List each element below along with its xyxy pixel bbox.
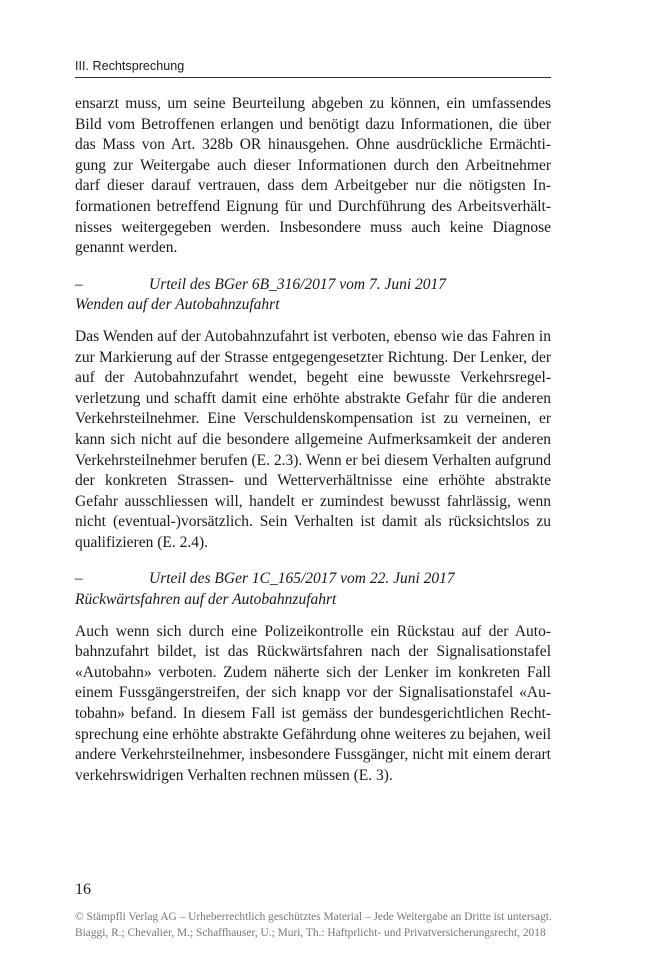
page-content bbox=[75, 94, 551, 786]
copyright-footer bbox=[75, 909, 575, 941]
case-dash: – bbox=[75, 275, 83, 293]
running-header: III. Rechtsprechung bbox=[75, 59, 185, 73]
case-title: Urteil des BGer 6B_316/2017 vom 7. Juni 2017 bbox=[149, 275, 447, 293]
paragraph-case-2: Auch wenn sich durch eine Polizeikontrolle ein Rückstau auf der Autobahnzufahrt bildet, ist das Rückwärtsfahren nach der Signalisationstafel «Autobahn» verboten. Zudem näherte sich der Lenker im konkreten Fall einem Fussgängerstreifen, der sich knapp vor der Signalisationstafel «Autobahn» befand. In diesem Fall ist gemäss der bundesgerichtlichen Rechtsprechung eine erhöhte abstrakte Gefährdung ohne weiteres zu bejahen, weil andere Verkehrsteilnehmer, insbesondere Fussgänger, nicht mit einem derart verkehrswidrigen Verhalten rechnen müssen (E. 3). bbox=[75, 622, 551, 784]
page-number: 16 bbox=[75, 881, 91, 898]
footer-line-citation: Biaggi, R.; Chevalier, M.; Schaffhauser, U.; Muri, Th.: Haftprlicht- und Privatversicherungsrecht, 2018 bbox=[75, 927, 546, 939]
subject-heading: Rückwärtsfahren auf der Autobahnzufahrt bbox=[75, 591, 337, 609]
case-heading-1 bbox=[75, 275, 551, 296]
case-heading-2 bbox=[75, 569, 551, 590]
header-rule bbox=[75, 77, 551, 78]
paragraph-intro: ensarzt muss, um seine Beurteilung abgeben zu können, ein umfassendes Bild vom Betroffenen erlangen und benötigt dazu Informationen, die über das Mass von Art. 328b OR hinausgehen. Ohne ausdrückliche Ermächtigung zur Weitergabe auch dieser Informationen durch den Arbeitnehmer darf dieser darauf vertrauen, dass dem Arbeitgeber nur die nötigsten Informationen betreffend Eignung für und Durchführung des Arbeitsverhältnisses weitergegeben werden. Insbesondere muss auch keine Diagnose genannt werden. bbox=[75, 95, 551, 257]
subject-heading: Wenden auf der Autobahnzufahrt bbox=[75, 296, 280, 314]
case-title: Urteil des BGer 1C_165/2017 vom 22. Juni 2017 bbox=[149, 570, 455, 588]
footer-line-copyright: © Stämpfli Verlag AG – Urheberrechtlich geschütztes Material – Jede Weitergabe an Dritte ist untersagt. bbox=[75, 911, 552, 923]
case-dash: – bbox=[75, 570, 83, 588]
paragraph-case-1: Das Wenden auf der Autobahnzufahrt ist verboten, ebenso wie das Fahren in zur Markierung auf der Strasse entgegengesetzter Richtung. Der Lenker, der auf der Autobahnzufahrt wendet, begeht eine bewusste Verkehrsregelverletzung und schafft damit eine erhöhte abstrakte Gefahr für die anderen Verkehrsteilnehmer. Eine Verschuldenskompensation ist zu verneinen, er kann sich nicht auf die besondere allgemeine Aufmerksamkeit der anderen Verkehrsteilnehmer berufen (E. 2.3). Wenn er bei diesem Verhalten aufgrund der konkreten Strassen- und Wetterverhältnisse eine erhöhte abstrakte Gefahr ausschliessen will, handelt er zumindest bewusst fahrlässig, wenn nicht (eventual-)vorsätzlich. Sein Verhalten ist damit als rücksichtslos zu qualifizieren (E. 2.4). bbox=[75, 327, 551, 551]
